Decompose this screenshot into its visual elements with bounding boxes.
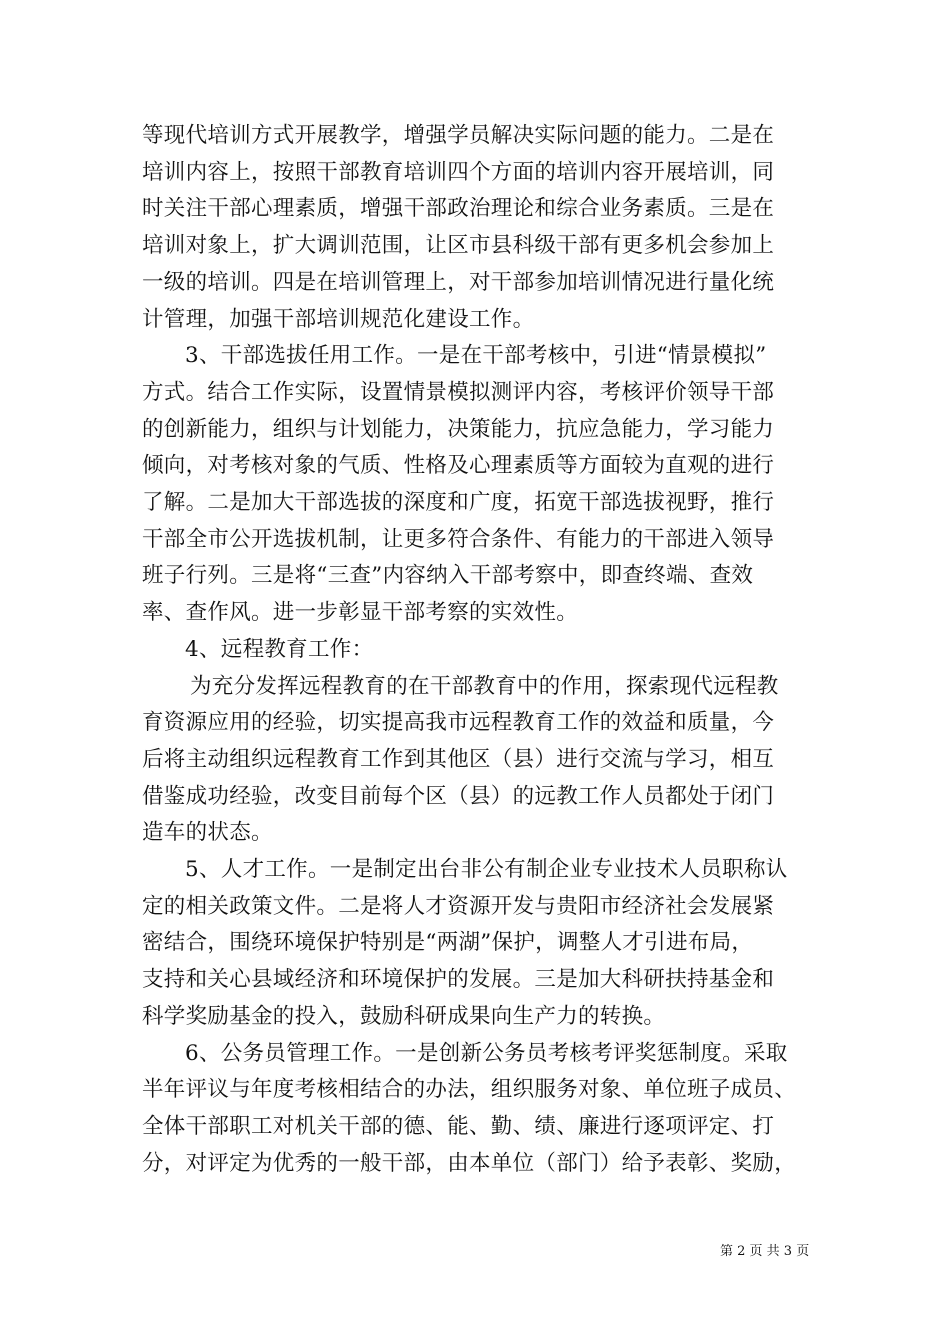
- text-line: 密结合，围绕环境保护特别是“两湖”保护，调整人才引进布局，: [142, 930, 754, 956]
- text-line: 全体干部职工对机关干部的德、能、勤、绩、廉进行逐项评定、打: [142, 1113, 775, 1139]
- text-line: 借鉴成功经验，改变目前每个区（县）的远教工作人员都处于闭门: [142, 783, 775, 809]
- text-line: 培训对象上，扩大调训范围，让区市县科级干部有更多机会参加上: [142, 233, 775, 259]
- text-line: 半年评议与年度考核相结合的办法，组织服务对象、单位班子成员、: [142, 1077, 797, 1103]
- text-line: 一级的培训。四是在培训管理上，对干部参加培训情况进行量化统: [142, 269, 775, 295]
- text-line: 倾向，对考核对象的气质、性格及心理素质等方面较为直观的进行: [142, 453, 775, 479]
- text-line: 率、查作风。进一步彰显干部考察的实效性。: [142, 600, 579, 626]
- text-line: 6、公务员管理工作。一是创新公务员考核考评奖惩制度。采取: [185, 1040, 788, 1066]
- document-body: [142, 118, 814, 1182]
- text-line: 时关注干部心理素质，增强干部政治理论和综合业务素质。三是在: [142, 196, 775, 222]
- paragraph-cadre-selection: [142, 338, 814, 632]
- paragraph-civil-servant-management: [142, 1036, 814, 1183]
- section-heading: 4、远程教育工作：: [185, 636, 374, 662]
- text-line: 的创新能力，组织与计划能力，决策能力，抗应急能力，学习能力: [142, 416, 775, 442]
- text-line: 方式。结合工作实际，设置情景模拟测评内容，考核评价领导干部: [142, 379, 775, 405]
- text-line: 3、干部选拔任用工作。一是在干部考核中，引进“情景模拟”: [185, 343, 767, 369]
- text-line: 了解。二是加大干部选拔的深度和广度，拓宽干部选拔视野，推行: [142, 490, 775, 516]
- page-number-footer: 第 2 页 共 3 页: [720, 1244, 810, 1259]
- text-line: 分，对评定为优秀的一般干部，由本单位（部门）给予表彰、奖励，: [142, 1150, 797, 1176]
- paragraph-remote-education-heading: [142, 632, 814, 669]
- text-line: 支持和关心县域经济和环境保护的发展。三是加大科研扶持基金和: [142, 967, 775, 993]
- text-line: 定的相关政策文件。二是将人才资源开发与贵阳市经济社会发展紧: [142, 893, 775, 919]
- text-line: 班子行列。三是将“三查”内容纳入干部考察中，即查终端、查效: [142, 563, 754, 589]
- text-line: 干部全市公开选拔机制，让更多符合条件、有能力的干部进入领导: [142, 526, 775, 552]
- text-line: 5、人才工作。一是制定出台非公有制企业专业技术人员职称认: [185, 857, 788, 883]
- text-line: 育资源应用的经验，切实提高我市远程教育工作的效益和质量，今: [142, 710, 775, 736]
- text-line: 后将主动组织远程教育工作到其他区（县）进行交流与学习，相互: [142, 746, 775, 772]
- paragraph-training-methods: [142, 118, 814, 338]
- text-line: 为充分发挥远程教育的在干部教育中的作用，探索现代远程教: [190, 673, 779, 699]
- text-line: 造车的状态。: [142, 820, 273, 846]
- text-line: 计管理，加强干部培训规范化建设工作。: [142, 306, 535, 332]
- paragraph-remote-education: [142, 669, 814, 853]
- paragraph-talent-work: [142, 852, 814, 1036]
- text-line: 培训内容上，按照干部教育培训四个方面的培训内容开展培训，同: [142, 159, 775, 185]
- text-line: 等现代培训方式开展教学，增强学员解决实际问题的能力。二是在: [142, 123, 775, 148]
- text-line: 科学奖励基金的投入，鼓励科研成果向生产力的转换。: [142, 1003, 666, 1029]
